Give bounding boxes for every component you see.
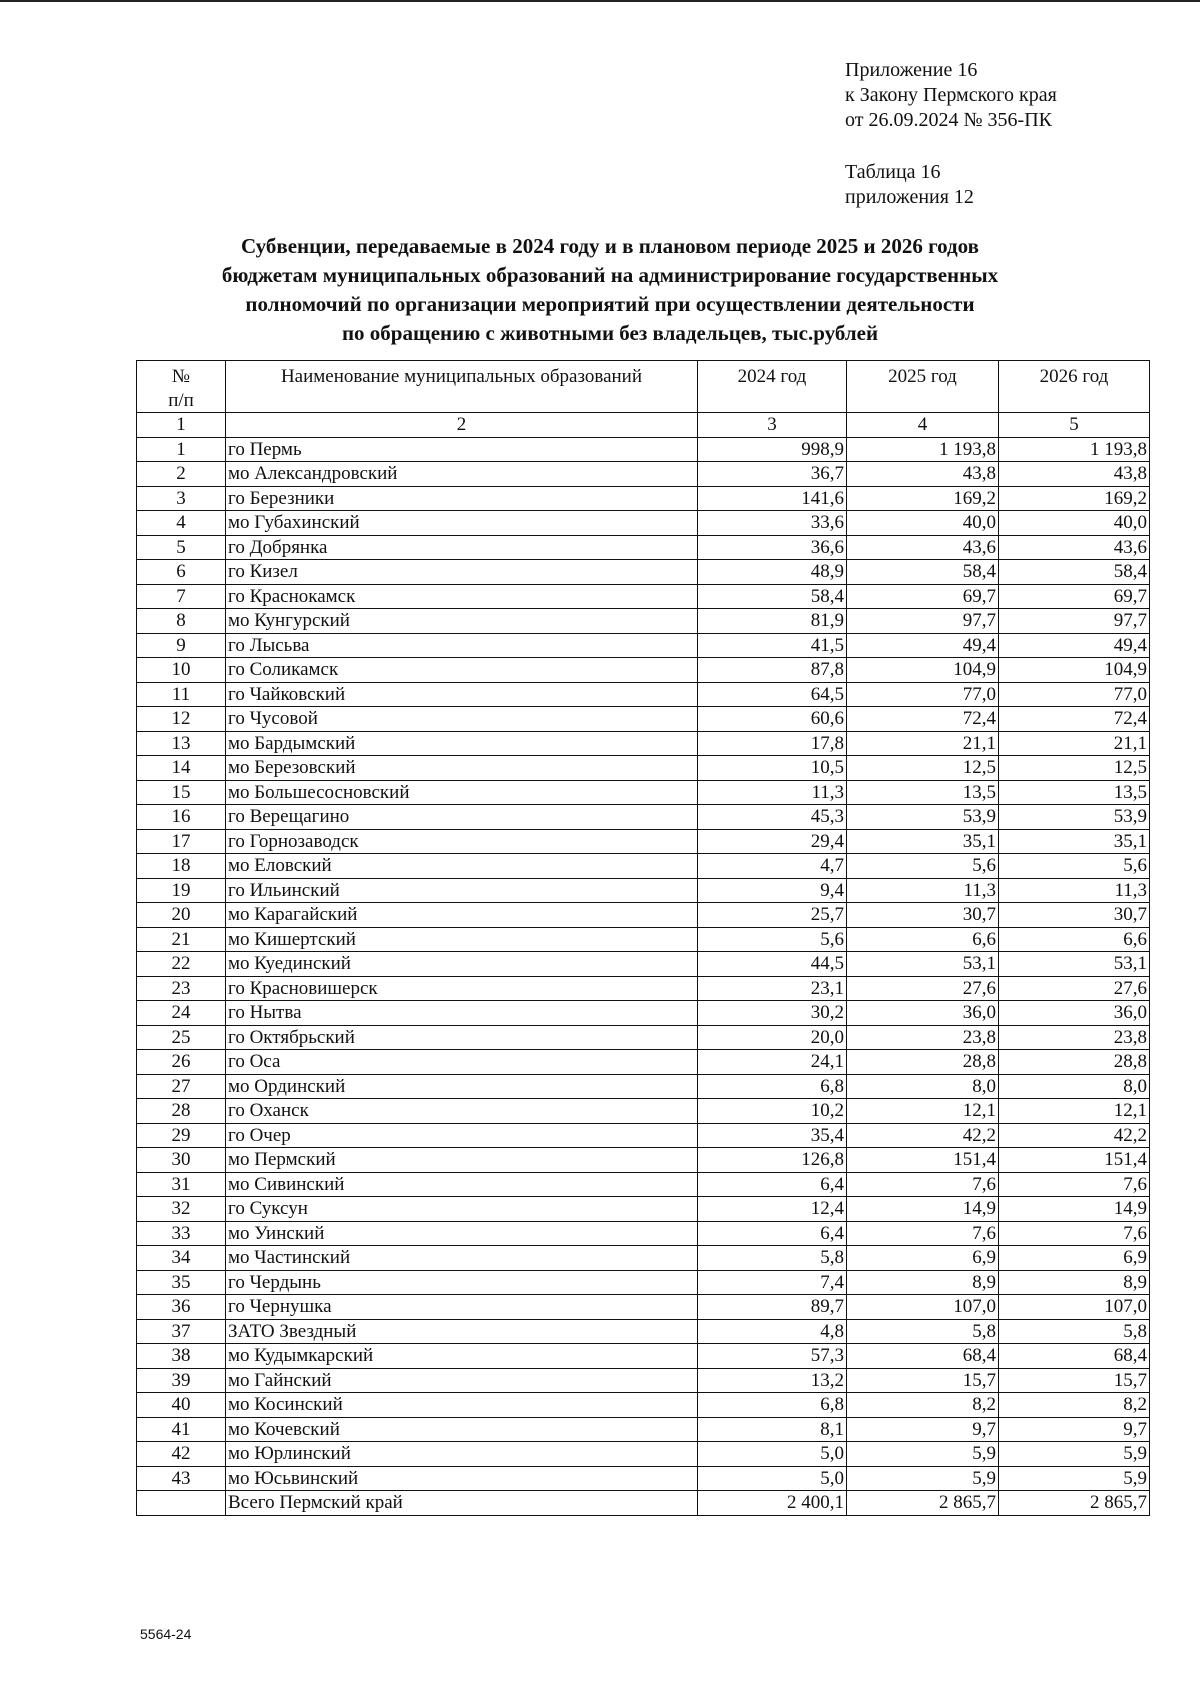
- value-2026: 107,0: [999, 1295, 1150, 1320]
- appendix-reference: [845, 58, 1057, 133]
- value-2025: 77,0: [847, 682, 999, 707]
- municipality-name: мо Ординский: [226, 1074, 698, 1099]
- value-2026: 23,8: [999, 1025, 1150, 1050]
- value-2024: 44,5: [698, 952, 847, 977]
- municipality-name: ЗАТО Звездный: [226, 1319, 698, 1344]
- table-row: [137, 707, 1150, 732]
- value-2024: 998,9: [698, 437, 847, 462]
- table-row: [137, 756, 1150, 781]
- row-number: 14: [137, 756, 226, 781]
- municipality-name: го Верещагино: [226, 805, 698, 830]
- value-2024: 87,8: [698, 658, 847, 683]
- value-2024: 30,2: [698, 1001, 847, 1026]
- table-row: [137, 927, 1150, 952]
- header-2026: 2026 год: [999, 361, 1150, 413]
- row-number: 27: [137, 1074, 226, 1099]
- value-2026: 9,7: [999, 1417, 1150, 1442]
- table-row: [137, 1148, 1150, 1173]
- row-number: 31: [137, 1172, 226, 1197]
- row-number: 25: [137, 1025, 226, 1050]
- table-row: [137, 609, 1150, 634]
- column-index: 3: [698, 413, 847, 438]
- value-2024: 89,7: [698, 1295, 847, 1320]
- row-number: 4: [137, 511, 226, 536]
- value-2025: 5,9: [847, 1442, 999, 1467]
- value-2024: 60,6: [698, 707, 847, 732]
- value-2025: 30,7: [847, 903, 999, 928]
- value-2025: 104,9: [847, 658, 999, 683]
- value-2026: 11,3: [999, 878, 1150, 903]
- row-number: 7: [137, 584, 226, 609]
- value-2026: 5,9: [999, 1466, 1150, 1491]
- value-2026: 8,0: [999, 1074, 1150, 1099]
- value-2025: 53,9: [847, 805, 999, 830]
- total-label: Всего Пермский край: [226, 1491, 698, 1516]
- value-2026: 7,6: [999, 1172, 1150, 1197]
- municipality-name: мо Большесосновский: [226, 780, 698, 805]
- row-number: 3: [137, 486, 226, 511]
- municipality-name: мо Бардымский: [226, 731, 698, 756]
- table-row: [137, 584, 1150, 609]
- table-row: [137, 1001, 1150, 1026]
- value-2025: 49,4: [847, 633, 999, 658]
- value-2024: 6,4: [698, 1172, 847, 1197]
- row-number: 43: [137, 1466, 226, 1491]
- table-row: [137, 437, 1150, 462]
- table-ref-line-1: Таблица 16: [845, 161, 941, 183]
- value-2025: 6,6: [847, 927, 999, 952]
- table-header-row: [137, 361, 1150, 413]
- municipality-name: мо Частинский: [226, 1246, 698, 1271]
- value-2025: 69,7: [847, 584, 999, 609]
- value-2026: 28,8: [999, 1050, 1150, 1075]
- value-2024: 6,8: [698, 1393, 847, 1418]
- value-2025: 11,3: [847, 878, 999, 903]
- table-row: [137, 1466, 1150, 1491]
- subventions-table: [136, 360, 1150, 1516]
- row-number: 40: [137, 1393, 226, 1418]
- row-number: 6: [137, 560, 226, 585]
- value-2024: 8,1: [698, 1417, 847, 1442]
- municipality-name: мо Гайнский: [226, 1368, 698, 1393]
- value-2025: 1 193,8: [847, 437, 999, 462]
- municipality-name: го Краснокамск: [226, 584, 698, 609]
- table-row: [137, 1050, 1150, 1075]
- row-number: 23: [137, 976, 226, 1001]
- value-2026: 8,9: [999, 1270, 1150, 1295]
- value-2024: 4,7: [698, 854, 847, 879]
- value-2025: 68,4: [847, 1344, 999, 1369]
- table-row: [137, 486, 1150, 511]
- table-row: [137, 780, 1150, 805]
- value-2026: 12,5: [999, 756, 1150, 781]
- table-row: [137, 1368, 1150, 1393]
- value-2024: 5,0: [698, 1442, 847, 1467]
- value-2026: 6,9: [999, 1246, 1150, 1271]
- value-2025: 21,1: [847, 731, 999, 756]
- value-2026: 68,4: [999, 1344, 1150, 1369]
- value-2025: 36,0: [847, 1001, 999, 1026]
- municipality-name: мо Александровский: [226, 462, 698, 487]
- municipality-name: мо Еловский: [226, 854, 698, 879]
- value-2026: 72,4: [999, 707, 1150, 732]
- municipality-name: го Нытва: [226, 1001, 698, 1026]
- column-index: 1: [137, 413, 226, 438]
- appendix-line-1: Приложение 16: [845, 59, 978, 81]
- municipality-name: мо Косинский: [226, 1393, 698, 1418]
- table-ref-line-2: приложения 12: [845, 186, 974, 208]
- value-2024: 36,7: [698, 462, 847, 487]
- value-2025: 43,6: [847, 535, 999, 560]
- value-2026: 40,0: [999, 511, 1150, 536]
- table-row: [137, 1123, 1150, 1148]
- header-2025: 2025 год: [847, 361, 999, 413]
- row-number: 35: [137, 1270, 226, 1295]
- value-2025: 43,8: [847, 462, 999, 487]
- municipality-name: го Горнозаводск: [226, 829, 698, 854]
- table-row: [137, 903, 1150, 928]
- row-number: 39: [137, 1368, 226, 1393]
- value-2026: 58,4: [999, 560, 1150, 585]
- value-2024: 64,5: [698, 682, 847, 707]
- value-2024: 6,4: [698, 1221, 847, 1246]
- value-2025: 8,9: [847, 1270, 999, 1295]
- table-row: [137, 1295, 1150, 1320]
- value-2024: 4,8: [698, 1319, 847, 1344]
- municipality-name: го Красновишерск: [226, 976, 698, 1001]
- row-number: 21: [137, 927, 226, 952]
- column-index: 4: [847, 413, 999, 438]
- value-2025: 40,0: [847, 511, 999, 536]
- value-2026: 5,8: [999, 1319, 1150, 1344]
- municipality-name: го Очер: [226, 1123, 698, 1148]
- value-2025: 27,6: [847, 976, 999, 1001]
- row-number: 2: [137, 462, 226, 487]
- table-row: [137, 535, 1150, 560]
- value-2026: 13,5: [999, 780, 1150, 805]
- value-2026: 6,6: [999, 927, 1150, 952]
- table-row: [137, 829, 1150, 854]
- table-row: [137, 1417, 1150, 1442]
- value-2024: 33,6: [698, 511, 847, 536]
- municipality-name: мо Юрлинский: [226, 1442, 698, 1467]
- table-row: [137, 462, 1150, 487]
- value-2026: 69,7: [999, 584, 1150, 609]
- municipality-name: мо Кудымкарский: [226, 1344, 698, 1369]
- appendix-line-2: к Закону Пермского края: [845, 84, 1057, 106]
- row-number: 20: [137, 903, 226, 928]
- table-row: [137, 1074, 1150, 1099]
- municipality-name: мо Пермский: [226, 1148, 698, 1173]
- value-2024: 58,4: [698, 584, 847, 609]
- municipality-name: го Оханск: [226, 1099, 698, 1124]
- row-number: 33: [137, 1221, 226, 1246]
- total-row: [137, 1491, 1150, 1516]
- value-2024: 5,8: [698, 1246, 847, 1271]
- value-2026: 53,1: [999, 952, 1150, 977]
- value-2024: 20,0: [698, 1025, 847, 1050]
- total-2026: 2 865,7: [999, 1491, 1150, 1516]
- value-2025: 14,9: [847, 1197, 999, 1222]
- row-number: 29: [137, 1123, 226, 1148]
- value-2026: 35,1: [999, 829, 1150, 854]
- value-2024: 9,4: [698, 878, 847, 903]
- value-2025: 8,0: [847, 1074, 999, 1099]
- value-2025: 72,4: [847, 707, 999, 732]
- total-number: [137, 1491, 226, 1516]
- row-number: 9: [137, 633, 226, 658]
- value-2025: 5,8: [847, 1319, 999, 1344]
- value-2025: 58,4: [847, 560, 999, 585]
- value-2024: 45,3: [698, 805, 847, 830]
- row-number: 1: [137, 437, 226, 462]
- municipality-name: го Чусовой: [226, 707, 698, 732]
- row-number: 36: [137, 1295, 226, 1320]
- table-row: [137, 805, 1150, 830]
- row-number: 22: [137, 952, 226, 977]
- value-2025: 53,1: [847, 952, 999, 977]
- title-line-1: Субвенции, передаваемые в 2024 году и в плановом периоде 2025 и 2026 годов: [241, 234, 979, 258]
- row-number: 34: [137, 1246, 226, 1271]
- value-2025: 42,2: [847, 1123, 999, 1148]
- title-line-3: полномочий по организации мероприятий при осуществлении деятельности: [245, 292, 975, 316]
- row-number: 41: [137, 1417, 226, 1442]
- value-2026: 5,6: [999, 854, 1150, 879]
- value-2026: 30,7: [999, 903, 1150, 928]
- row-number: 28: [137, 1099, 226, 1124]
- table-row: [137, 658, 1150, 683]
- value-2024: 6,8: [698, 1074, 847, 1099]
- value-2024: 5,0: [698, 1466, 847, 1491]
- municipality-name: го Лысьва: [226, 633, 698, 658]
- table-row: [137, 682, 1150, 707]
- total-2025: 2 865,7: [847, 1491, 999, 1516]
- header-number-bottom: п/п: [168, 389, 194, 411]
- document-code: 5564-24: [140, 1626, 192, 1642]
- municipality-name: го Чернушка: [226, 1295, 698, 1320]
- value-2025: 169,2: [847, 486, 999, 511]
- row-number: 18: [137, 854, 226, 879]
- value-2026: 43,8: [999, 462, 1150, 487]
- title-line-2: бюджетам муниципальных образований на администрирование государственных: [221, 263, 999, 287]
- document-title: [180, 232, 1040, 348]
- municipality-name: мо Кунгурский: [226, 609, 698, 634]
- row-number: 19: [137, 878, 226, 903]
- value-2024: 35,4: [698, 1123, 847, 1148]
- value-2025: 107,0: [847, 1295, 999, 1320]
- appendix-line-3: от 26.09.2024 № 356-ПК: [845, 109, 1053, 131]
- row-number: 30: [137, 1148, 226, 1173]
- value-2025: 28,8: [847, 1050, 999, 1075]
- page-top-border: [0, 0, 1200, 2]
- value-2024: 41,5: [698, 633, 847, 658]
- row-number: 42: [137, 1442, 226, 1467]
- value-2024: 24,1: [698, 1050, 847, 1075]
- municipality-name: го Пермь: [226, 437, 698, 462]
- value-2025: 23,8: [847, 1025, 999, 1050]
- municipality-name: мо Уинский: [226, 1221, 698, 1246]
- value-2025: 7,6: [847, 1172, 999, 1197]
- value-2026: 97,7: [999, 609, 1150, 634]
- row-number: 17: [137, 829, 226, 854]
- header-number: [137, 361, 226, 413]
- municipality-name: го Чердынь: [226, 1270, 698, 1295]
- value-2026: 53,9: [999, 805, 1150, 830]
- table-row: [137, 1221, 1150, 1246]
- value-2025: 13,5: [847, 780, 999, 805]
- value-2024: 57,3: [698, 1344, 847, 1369]
- row-number: 32: [137, 1197, 226, 1222]
- table-row: [137, 952, 1150, 977]
- value-2024: 23,1: [698, 976, 847, 1001]
- value-2025: 12,5: [847, 756, 999, 781]
- table-row: [137, 1025, 1150, 1050]
- municipality-name: мо Березовский: [226, 756, 698, 781]
- municipality-name: мо Юсьвинский: [226, 1466, 698, 1491]
- table-row: [137, 976, 1150, 1001]
- value-2025: 5,6: [847, 854, 999, 879]
- municipality-name: го Октябрьский: [226, 1025, 698, 1050]
- header-number-top: №: [171, 366, 191, 387]
- value-2024: 25,7: [698, 903, 847, 928]
- value-2024: 10,2: [698, 1099, 847, 1124]
- value-2024: 81,9: [698, 609, 847, 634]
- municipality-name: го Оса: [226, 1050, 698, 1075]
- value-2025: 151,4: [847, 1148, 999, 1173]
- row-number: 8: [137, 609, 226, 634]
- column-index: 2: [226, 413, 698, 438]
- row-number: 5: [137, 535, 226, 560]
- header-2024: 2024 год: [698, 361, 847, 413]
- value-2026: 169,2: [999, 486, 1150, 511]
- column-index: 5: [999, 413, 1150, 438]
- municipality-name: го Березники: [226, 486, 698, 511]
- value-2026: 36,0: [999, 1001, 1150, 1026]
- table-row: [137, 1197, 1150, 1222]
- row-number: 13: [137, 731, 226, 756]
- table-row: [137, 511, 1150, 536]
- value-2026: 49,4: [999, 633, 1150, 658]
- municipality-name: го Соликамск: [226, 658, 698, 683]
- value-2026: 1 193,8: [999, 437, 1150, 462]
- value-2025: 7,6: [847, 1221, 999, 1246]
- value-2025: 35,1: [847, 829, 999, 854]
- table-row: [137, 854, 1150, 879]
- title-line-4: по обращению с животными без владельцев, тыс.рублей: [341, 321, 879, 345]
- table-row: [137, 1442, 1150, 1467]
- row-number: 15: [137, 780, 226, 805]
- municipality-name: го Ильинский: [226, 878, 698, 903]
- table-row: [137, 1270, 1150, 1295]
- value-2026: 151,4: [999, 1148, 1150, 1173]
- municipality-name: мо Карагайский: [226, 903, 698, 928]
- value-2025: 15,7: [847, 1368, 999, 1393]
- value-2024: 29,4: [698, 829, 847, 854]
- row-number: 10: [137, 658, 226, 683]
- table-row: [137, 1246, 1150, 1271]
- value-2026: 27,6: [999, 976, 1150, 1001]
- table-row: [137, 1099, 1150, 1124]
- table-body: [137, 437, 1150, 1491]
- municipality-name: мо Сивинский: [226, 1172, 698, 1197]
- row-number: 38: [137, 1344, 226, 1369]
- value-2024: 12,4: [698, 1197, 847, 1222]
- row-number: 12: [137, 707, 226, 732]
- value-2025: 8,2: [847, 1393, 999, 1418]
- municipality-name: мо Губахинский: [226, 511, 698, 536]
- value-2024: 11,3: [698, 780, 847, 805]
- row-number: 37: [137, 1319, 226, 1344]
- value-2026: 43,6: [999, 535, 1150, 560]
- value-2025: 5,9: [847, 1466, 999, 1491]
- municipality-name: мо Кишертский: [226, 927, 698, 952]
- value-2026: 15,7: [999, 1368, 1150, 1393]
- value-2026: 21,1: [999, 731, 1150, 756]
- value-2024: 36,6: [698, 535, 847, 560]
- value-2025: 6,9: [847, 1246, 999, 1271]
- value-2026: 5,9: [999, 1442, 1150, 1467]
- table-row: [137, 560, 1150, 585]
- value-2024: 10,5: [698, 756, 847, 781]
- table-row: [137, 1319, 1150, 1344]
- value-2026: 8,2: [999, 1393, 1150, 1418]
- value-2026: 77,0: [999, 682, 1150, 707]
- value-2026: 14,9: [999, 1197, 1150, 1222]
- value-2026: 104,9: [999, 658, 1150, 683]
- row-number: 11: [137, 682, 226, 707]
- row-number: 16: [137, 805, 226, 830]
- table-row: [137, 731, 1150, 756]
- value-2026: 12,1: [999, 1099, 1150, 1124]
- municipality-name: мо Куединский: [226, 952, 698, 977]
- value-2024: 48,9: [698, 560, 847, 585]
- municipality-name: мо Кочевский: [226, 1417, 698, 1442]
- value-2024: 7,4: [698, 1270, 847, 1295]
- total-2024: 2 400,1: [698, 1491, 847, 1516]
- value-2024: 5,6: [698, 927, 847, 952]
- table-row: [137, 1344, 1150, 1369]
- header-name: Наименование муниципальных образований: [226, 361, 698, 413]
- table-row: [137, 1393, 1150, 1418]
- row-number: 26: [137, 1050, 226, 1075]
- value-2024: 126,8: [698, 1148, 847, 1173]
- value-2025: 9,7: [847, 1417, 999, 1442]
- municipality-name: го Чайковский: [226, 682, 698, 707]
- column-index-row: [137, 413, 1150, 438]
- municipality-name: го Добрянка: [226, 535, 698, 560]
- municipality-name: го Суксун: [226, 1197, 698, 1222]
- value-2026: 7,6: [999, 1221, 1150, 1246]
- table-row: [137, 878, 1150, 903]
- table-reference: [845, 160, 974, 210]
- value-2025: 97,7: [847, 609, 999, 634]
- table-row: [137, 1172, 1150, 1197]
- table-row: [137, 633, 1150, 658]
- value-2024: 13,2: [698, 1368, 847, 1393]
- row-number: 24: [137, 1001, 226, 1026]
- value-2025: 12,1: [847, 1099, 999, 1124]
- municipality-name: го Кизел: [226, 560, 698, 585]
- value-2026: 42,2: [999, 1123, 1150, 1148]
- value-2024: 17,8: [698, 731, 847, 756]
- value-2024: 141,6: [698, 486, 847, 511]
